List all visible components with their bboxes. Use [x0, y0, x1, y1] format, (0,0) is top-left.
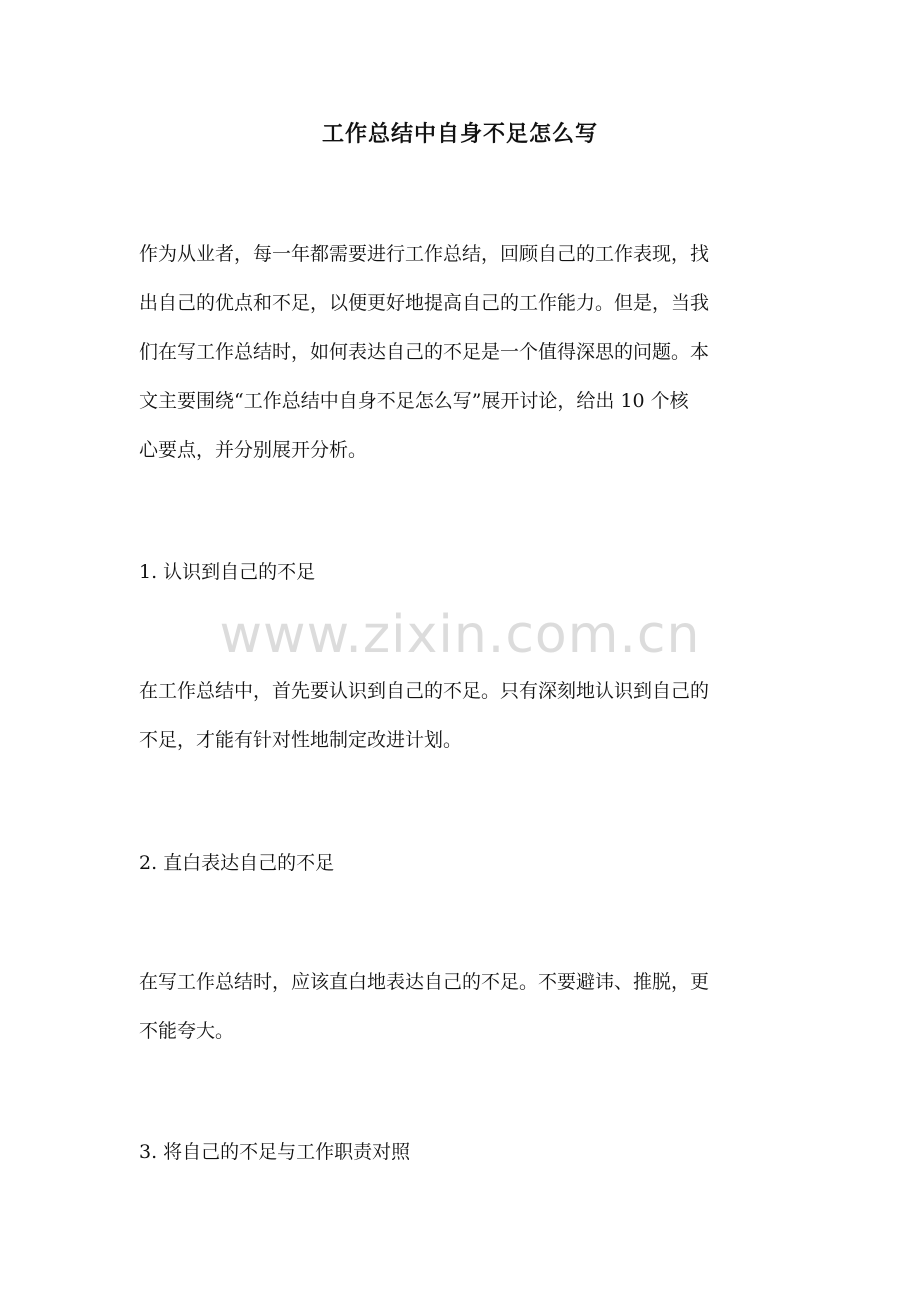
intro-line: 出自己的优点和不足，以便更好地提高自己的工作能力。但是，当我	[139, 292, 710, 314]
section-body-1	[139, 667, 781, 765]
section-heading-2: 2. 直白表达自己的不足	[139, 852, 335, 874]
watermark: www.zixin.com.cn	[219, 605, 701, 665]
intro-line: 心要点，并分别展开分析。	[139, 439, 368, 461]
intro-line: 文主要围绕“工作总结中自身不足怎么写”展开讨论，给出 10 个核	[139, 390, 689, 412]
section-body-2	[139, 958, 781, 1056]
body-line: 不足，才能有针对性地制定改进计划。	[139, 729, 463, 751]
section-heading-1: 1. 认识到自己的不足	[139, 561, 316, 583]
intro-paragraph	[139, 230, 781, 475]
section-heading-3: 3. 将自己的不足与工作职责对照	[139, 1141, 411, 1163]
body-line: 在工作总结中，首先要认识到自己的不足。只有深刻地认识到自己的	[139, 680, 710, 702]
document-title: 工作总结中自身不足怎么写	[321, 121, 598, 147]
body-line: 不能夸大。	[139, 1020, 235, 1042]
intro-line: 们在写工作总结时，如何表达自己的不足是一个值得深思的问题。本	[139, 341, 710, 363]
intro-line: 作为从业者，每一年都需要进行工作总结，回顾自己的工作表现，找	[139, 243, 710, 265]
body-line: 在写工作总结时，应该直白地表达自己的不足。不要避讳、推脱，更	[139, 971, 710, 993]
